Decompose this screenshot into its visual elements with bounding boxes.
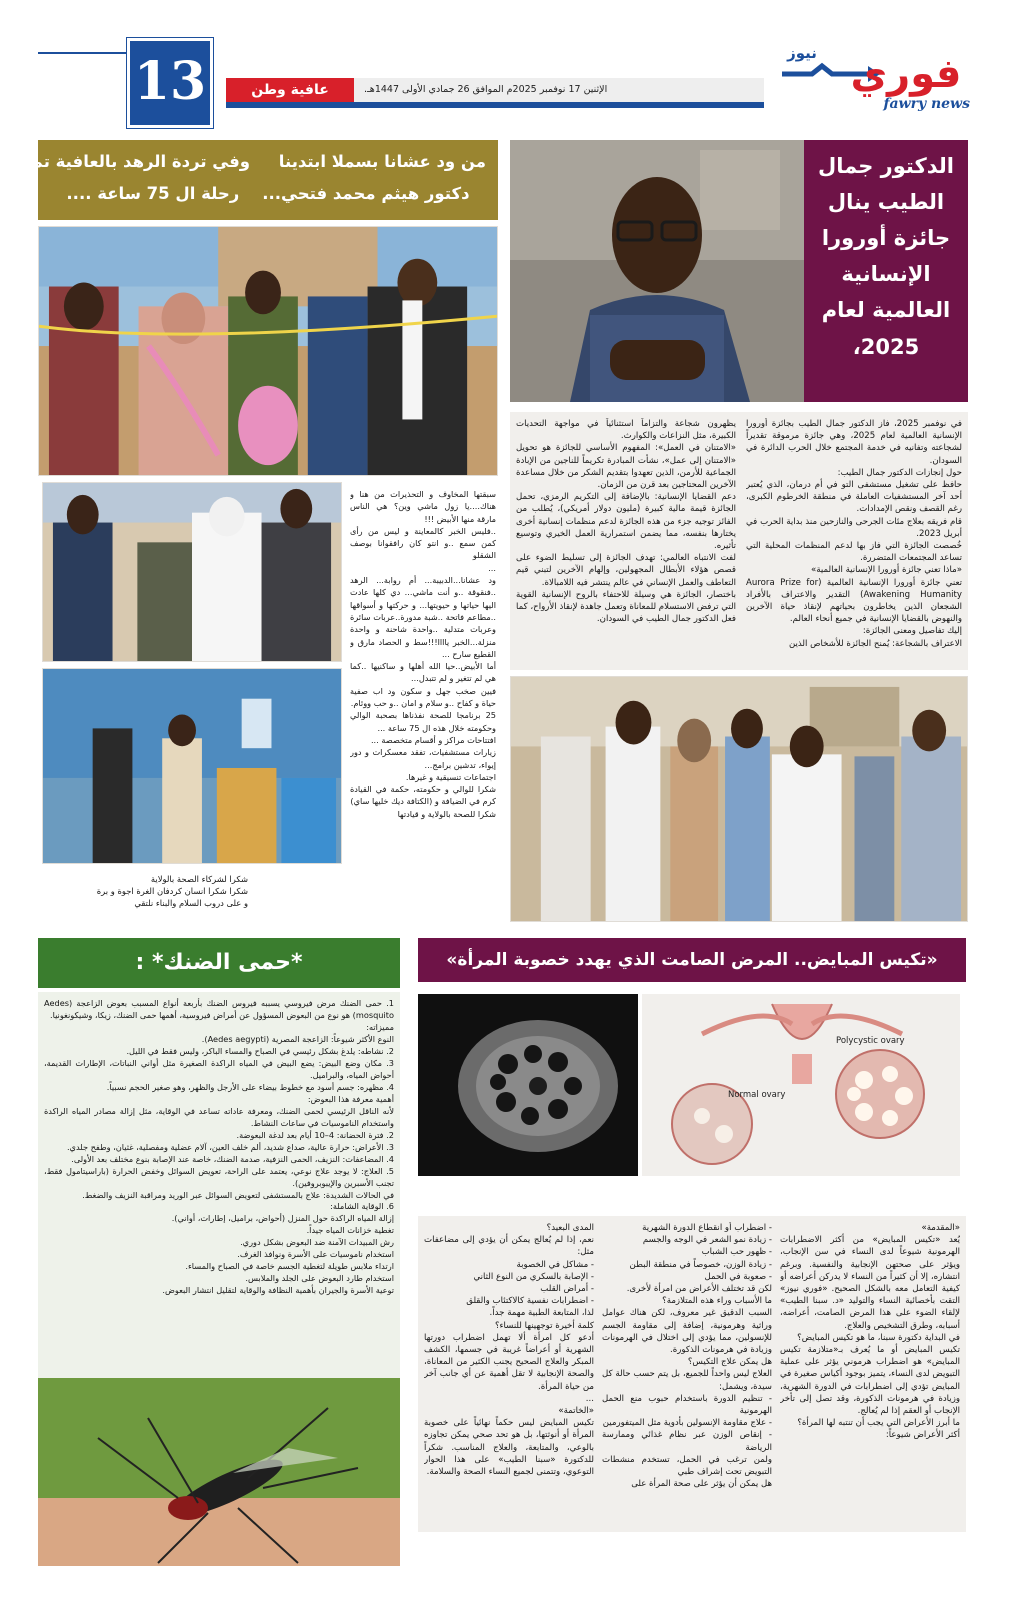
page-number-box	[127, 38, 213, 128]
haitham-headline-box	[12, 140, 498, 220]
haitham-headline-line1: من ود عشانا بسملا ابتدينا وفي تردة الرهد بالعافية تمينا	[12, 152, 486, 171]
ribbon-cutting-photo	[38, 226, 498, 476]
logo-latin: fawry news	[883, 96, 970, 112]
page-number: 13	[133, 51, 207, 112]
page-number-line	[38, 52, 128, 54]
section-rule	[226, 102, 764, 108]
pcos-col-right: «المقدمة» يُعد «تكيس المبايض» من أكثر الاضطرابات الهرمونية شيوعاً لدى النساء في سن الإنجاب، ويؤثر على صحتهن الإنجابية والنفسية. وبرغم انتشاره، إلا أن كثيراً من النساء لا يدركن أعراضه أو كيفية التعامل معه بالشكل الصحيح. «فوري نيوز» التقت بأخصائية النساء والتوليد «د. سبنا الطيب» لإلقاء الضوء على هذا المرض الصامت، أعراضه، أسبابه، وطرق التشخيص والعلاج. في البداية دكتورة سبنا، ما هو تكيس المبايض؟ تكيس المبايض أو ما يُعرف بـ«متلازمة تكيس المبايض» هو اضطراب هرموني يؤثر على عملية التبويض لدى النساء، يتميز بوجود أكياس صغيرة في المبايض تؤدي إلى اضطرابات في الدورة الشهرية، وزيادة في هرمونات الذكورة، وقد تصل إلى تأخر الإنجاب أو العقم إذا لم يُعالج. ما أبرز الأعراض التي يجب أن تنتبه لها المرأة؟ أكثر الأعراض شيوعاً:	[780, 1223, 960, 1441]
mosquito-photo	[38, 1378, 400, 1566]
logo	[772, 44, 972, 122]
logo-sub: نيوز	[787, 44, 817, 62]
jamal-portrait	[510, 140, 804, 402]
pcos-title-box	[418, 938, 966, 982]
dateline: الإثنين 17 نوفمبر 2025م الموافق 26 جمادي الأولى 1447هـ.	[364, 84, 608, 95]
jamal-headline-box	[804, 140, 968, 402]
jamal-col-left: يظهرون شجاعة والتزاماً استثنائياً في مواجهة التحديات الكبيرة، مثل النزاعات والكوارث. «الامتنان في العمل»: المفهوم الأساسي للجائزة هو تحويل «الامتنان إلى عمل»، نشأت المبادرة تكريماً للناجين من الإبادة الجماعية للأرمن، الذين تعهدوا بتقديم الشكر من خلال مساعدة الآخرين المحتاجين بعد قرن من الزمان. دعم القضايا الإنسانية: بالإضافة إلى التكريم الرمزي، تحمل الجائزة قيمة مالية كبيرة (مليون دولار أمريكي)، يُطلب من الفائز توجيه جزء من هذه الجائزة لدعم منظمات إنسانية أخرى يختارها بنفسه، مما يضمن استمرارية العمل الخيري وتوسيع تأثيره. لفت الانتباه العالمي: تهدف الجائزة إلى تسليط الضوء على قصص هؤلاء الأبطال المجهولين، وإلهام الآخرين لتبني قيم التعاطف والعمل الإنساني في عالم ينتشر فيه اللامبالاة. باختصار، الجائزة هي وسيلة للاحتفاء بالروح الإنسانية القوية التي ترفض الاستسلام للمعاناة وتعمل جاهدة لإنقاذ الأرواح، كما فعل الدكتور جمال الطيب في السودان.	[516, 419, 736, 625]
jamal-hospital-photo	[510, 676, 968, 922]
haitham-headline-line2: دكتور هيثم محمد فتحي... رحلة ال 75 ساعة ....	[66, 184, 470, 203]
section-tag	[226, 78, 354, 102]
dengue-body: 1. حمى الضنك مرض فيروسي يسببه فيروس الضنك بأربعة أنواع المسبب بعوض الزاعجة (Aedes mosquito) هو نوع من البعوض المسؤول عن أمراض فيروسية، أهمها حمى الضنك، زيكا، وشيكونغونيا. مميزاته: النوع الأكثر شيوعاً: الزاعجة المصرية (Aedes aegypti). 2. نشاطه: يلدغ بشكل رئيسي في الصباح والمساء الباكر، وليس فقط في الليل. 3. مكان وضع البيض: يضع البيض في المياه الراكدة الصغيرة مثل أواني النباتات، الإطارات القديمة، أحواض المياه، والبراميل. 4. مظهره: جسم أسود مع خطوط بيضاء على الأرجل والظهر، وهو صغير الحجم نسبياً. أهمية معرفة هذا البعوض: لأنه الناقل الرئيسي لحمى الضنك، ومعرفة عاداته تساعد في الوقاية، مثل إزالة مصادر المياه الراكدة واستخدام الناموسيات في ساعات النشاط. 2. فترة الحضانة: 4–10 أيام بعد لدغة البعوضة. 3. الأعراض: حرارة عالية، صداع شديد، ألم خلف العين، آلام عضلية ومفصلية، غثيان، وطفح جلدي. 4. المضاعفات: النزيف، الحمى النزفية، صدمة الضنك، خاصة عند الإصابة بنوع مختلف بعد الأولى. 5. العلاج: لا يوجد علاج نوعي، يعتمد على الراحة، تعويض السوائل وخفض الحرارة (باراسيتامول فقط، تجنب الأسبرين والإيبوبروفين). في الحالات الشديدة: علاج بالمستشفى لتعويض السوائل عبر الوريد ومراقبة النزيف والضغط. 6. الوقاية الشاملة: إزالة المياه الراكدة حول المنزل (أحواض، براميل، إطارات، أواني). تغطية خزانات المياه جيداً. رش المبيدات الآمنة ضد البعوض بشكل دوري. استخدام ناموسيات على الأسرة ونوافذ الغرف. ارتداء ملابس طويلة لتغطية الجسم خاصة في الصباح والمساء. استخدام طارد البعوض على الجلد والملابس. توعية الأسرة والجيران بأهمية النظافة والوقاية لتقليل انتشار البعوض.	[44, 998, 394, 1296]
label-polycystic-ovary: Polycystic ovary	[836, 1036, 905, 1046]
pcos-col-middle: - اضطراب أو انقطاع الدورة الشهرية - زيادة نمو الشعر في الوجه والجسم - ظهور حب الشباب - زيادة الوزن، خصوصاً في منطقة البطن - صعوبة في الحمل لكن قد تختلف الأعراض من امرأة لأخرى. ما الأسباب وراء هذه المتلازمة؟ السبب الدقيق غير معروف، لكن هناك عوامل وراثية وهرمونية، إضافة إلى مقاومة الجسم للإنسولين، مما يؤدي إلى اختلال في الهرمونات وزيادة في هرمونات الذكورة. هل يمكن علاج التكيس؟ العلاج ليس واحداً للجميع، بل يتم حسب حالة كل سيدة، ويشمل: - تنظيم الدورة باستخدام حبوب منع الحمل الهرمونية - علاج مقاومة الإنسولين بأدوية مثل الميتفورمين - إنقاص الوزن عبر نظام غذائي وممارسة الرياضة ولمن ترغب في الحمل، تستخدم منشطات التبويض تحت إشراف طبي هل يمكن أن يؤثر على صحة المرأة على	[602, 1223, 772, 1490]
haitham-poem: سبقتها المخاوف و التحذيرات من هنا و هناك....يا زول ماشي وين؟ هي الناس مارقة منها الأبيض !!! ..فليس الخبر كالمعاينة و ليس من رأى كمن سمع ..و انتو كان رافقوانا بوصف الشقلو ... ود عشانا...الدبيبة... أم روابة... الرهد ..فنقوقة ..و أنت ماشي... دي كلها عادت اليها حياتها و حيويتها... و حركتها و أسواقها ..مطاعم فاتحة ..شبة مدورة..عربات سائرة وعربات متدلية ..واحدة شاحنة و واحدة منزلة...الخبر ياااا!!!سط و الحصاد مارق و القطيع سارح ... أما الأبيض..حيا الله أهلها و ساكنيها ..كما هي لم تتغير و لم تتبدل... فيين صخب جهل و سكون ود اب صفية حياة و كفاح ..و سلام و امان ..و حب ووئام. 25 برنامجا للصحة نفذناها بصحبة الوالي وحكومته خلال هذه ال 75 ساعة ... افتتاحات مراكز و أقسام متخصصة ... زيارات مستشفيات، تفقد معسكرات و دور إيواء، تدشين برامج... اجتماعات تنسيقية و غيرها. شكرا للوالي و حكومته، حكمة في القيادة كرم في الضيافة و (الكتافة ديك خليها ساي) شكرا للصحة بالولاية و قيادتها	[350, 489, 496, 819]
jamal-col-right: في نوفمبر 2025، فاز الدكتور جمال الطيب بجائزة أورورا الإنسانية العالمية لعام 2025، وهي جائزة مرموقة تقديراً لشجاعته وتفانيه في خدمة المجتمع خلال الحرب الدائرة في السودان. حول إنجازات الدكتور جمال الطيب: حافظ على تشغيل مستشفى التو في أم درمان، الذي يُعتبر أحد آخر المستشفيات العاملة في منطقة الخرطوم الكبرى، رغم القصف ونقص الإمدادات. قام فريقه بعلاج مئات الجرحى والنازحين منذ بداية الحرب في أبريل 2023. خُصصت الجائزة التي فاز بها لدعم المنظمات المحلية التي تساعد المجتمعات المتضررة. «ماذا تعني جائزة أورورا الإنسانية العالمية» تعني جائزة أورورا الإنسانية العالمية (Aurora Prize for Awakening Humanity) التقدير والاعتراف بالأفراد الشجعان الذين يخاطرون بحياتهم لإنقاذ حياة الآخرين والنهوض بالقضايا الإنسانية في جميع أنحاء العالم. إليك تفاصيل ومعنى الجائزة: الاعتراف بالشجاعة: يُمنح الجائزة للأشخاص الذين	[746, 419, 962, 649]
ovary-diagram	[642, 994, 960, 1176]
haitham-thanks: شكرا لشركاء الصحة بالولاية شكرا شكرا انسان كردفان الغرة اجوة و برة و على دروب السلام والبناء نلتقي	[96, 874, 248, 908]
pcos-title: «تكيس المبايض.. المرض الصامت الذي يهدد خصوبة المرأة»	[446, 950, 938, 970]
dateline-bar	[354, 78, 764, 102]
logo-main: فوري	[850, 51, 962, 97]
jamal-headline: الدكتور جمال الطيب ينال جائزة أورورا الإنسانية العالمية لعام 2025،	[818, 154, 954, 359]
clinic-visit-photo	[42, 668, 342, 864]
masthead	[0, 0, 1026, 132]
section-label: عافية وطن	[251, 82, 329, 98]
label-normal-ovary: Normal ovary	[728, 1090, 786, 1100]
dignitaries-photo	[42, 482, 342, 662]
dengue-title: *حمى الضنك* :	[135, 950, 303, 975]
pcos-col-left: المدى البعيد؟ نعم، إذا لم يُعالج يمكن أن يؤدي إلى مضاعفات مثل: - مشاكل في الخصوبة - الإصابة بالسكري من النوع الثاني - أمراض القلب - اضطرابات نفسية كالاكتئاب والقلق لذا، المتابعة الطبية مهمة جداً. كلمة أخيرة توجهينها للنساء؟ أدعو كل امرأة ألا تهمل اضطراب دورتها الشهرية أو أعراضاً غريبة في جسمها، الكشف المبكر والعلاج الصحيح يجنب الكثير من المعاناة، والصحة الإنجابية لا تقل أهمية عن أي جانب آخر من حياة المرأة. ... «الخاتمة» تكيس المبايض ليس حكماً نهائياً على خصوبة المرأة أو أنوثتها، بل هو تحد صحي يمكن تجاوزه بالوعي، والمتابعة، والعلاج المناسب. شكراً للدكتورة «سبنا الطيب» على هذا الحوار التوعوي، وتتمنى لجميع النساء الصحة والسلامة.	[424, 1223, 594, 1478]
dengue-title-box	[38, 938, 400, 988]
ultrasound-image	[418, 994, 638, 1176]
